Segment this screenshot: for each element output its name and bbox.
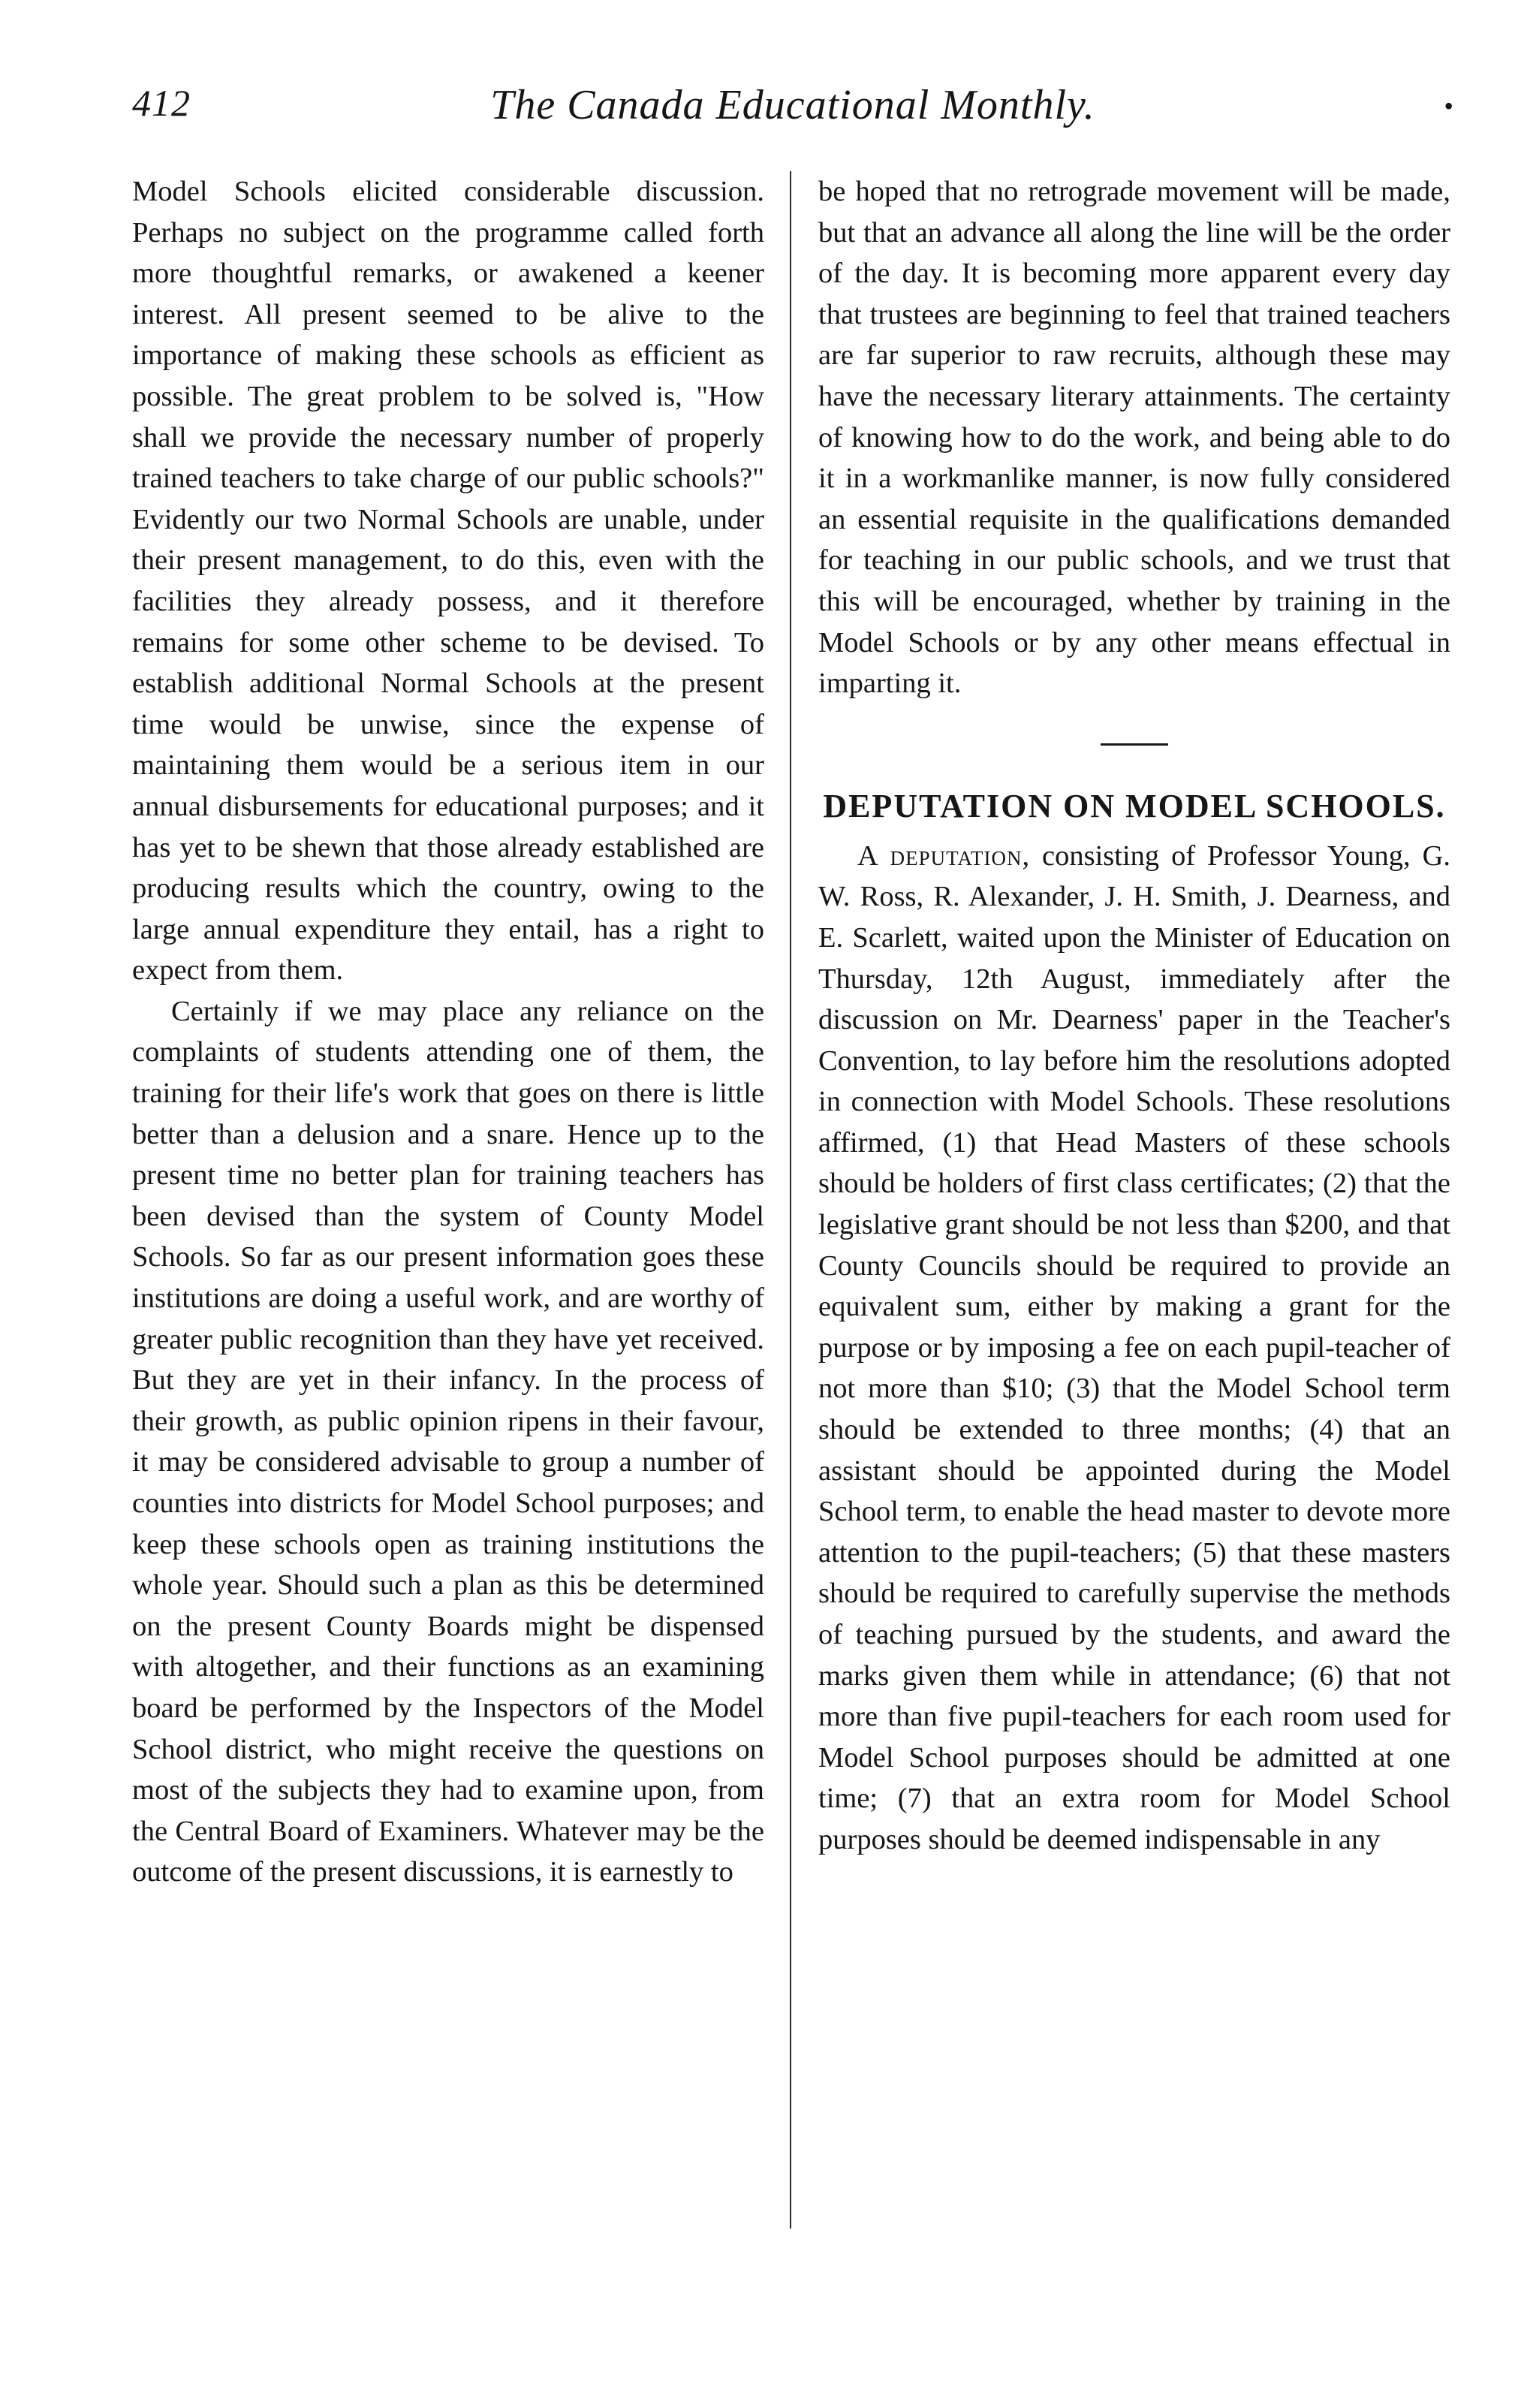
- section-heading: DEPUTATION ON MODEL SCHOOLS.: [823, 787, 1446, 824]
- left-paragraph-2: Certainly if we may place any reliance on the complaints of students attending one of them, the training for their life's work that goes on there is little better than a delusion and a snare. Hence up to the present time no better plan for training teachers has been devised than the system of County Model Schools. So far as our present information goes these institutions are doing a useful work, and are worthy of greater public recognition than they have yet received. But they are yet in their infancy. In the process of their growth, as public opinion ripens in their favour, it may be considered advisable to group a number of counties into districts for Model School purposes; and keep these schools open as training institutions the whole year. Should such a plan as this be determined on the present County Boards might be dispensed with altogether, and their functions as an examining board be performed by the Inspectors of the Model School district, who might receive the questions on most of the subjects they had to examine upon, from the Central Board of Examiners. Whatever may be the outcome of the present discussions, it is earnestly to: [132, 995, 764, 1888]
- right-column: [818, 171, 1450, 1861]
- page-number: 412: [132, 82, 191, 124]
- paragraph-lead-in: A deputation,: [857, 839, 1031, 872]
- right-paragraph-2: [818, 836, 1450, 1861]
- running-title: The Canada Educational Monthly.: [490, 82, 1095, 128]
- header-mark: •: [1444, 91, 1453, 121]
- left-paragraph-1: Model Schools elicited considerable discussion. Perhaps no subject on the programme called forth more thoughtful remarks, or awakened a keener interest. All present seemed to be alive to the importance of making these schools as efficient as possible. The great problem to be solved is, "How shall we provide the necessary number of properly trained teachers to take charge of our public schools?" Evidently our two Normal Schools are unable, under their present management, to do this, even with the facilities they already possess, and it therefore remains for some other scheme to be devised. To establish additional Normal Schools at the present time would be unwise, since the expense of maintaining them would be a serious item in our annual disbursements for educational purposes; and it has yet to be shewn that those already established are producing results which the country, owing to the large annual expenditure they entail, has a right to expect from them.: [132, 176, 764, 987]
- column-rule: [790, 171, 791, 2229]
- right-paragraph-1: be hoped that no retrograde movement will be made, but that an advance all along the line will be the order of the day. It is becoming more apparent every day that trustees are beginning to feel that trained teachers are far superior to raw recruits, although these may have the necessary literary attainments. The certainty of knowing how to do the work, and being able to do it in a workmanlike manner, is now fully considered an essential requisite in the qualifications demanded for teaching in our public schools, and we trust that this will be encouraged, whether by training in the Model Schools or by any other means effectual in imparting it.: [818, 176, 1450, 700]
- right-paragraph-2-body: consisting of Professor Young, G. W. Ross, R. Alexander, J. H. Smith, J. Dearness, and E. Scarlett, waited upon the Minister of Education on Thursday, 12th August, immediately after the discussion on Mr. Dearness' paper in the Teacher's Convention, to lay before him the resolutions adopted in connection with Model Schools. These resolutions affirmed, (1) that Head Masters of these schools should be holders of first class certificates; (2) that the legislative grant should be not less than $200, and that County Councils should be required to provide an equivalent sum, either by making a grant for the purpose or by imposing a fee on each pupil-teacher of not more than $10; (3) that the Model School term should be extended to three months; (4) that an assistant should be appointed during the Model School term, to enable the head master to devote more attention to the pupil-teachers; (5) that these masters should be required to carefully supervise the methods of teaching pursued by the students, and award the marks given them while in attendance; (6) that not more than five pupil-teachers for each room used for Model School purposes should be admitted at one time; (7) that an extra room for Model School purposes should be deemed indispensable in any: [818, 839, 1450, 1855]
- page-header: [132, 81, 1453, 141]
- section-divider: [1101, 743, 1168, 746]
- left-column: [132, 171, 764, 1893]
